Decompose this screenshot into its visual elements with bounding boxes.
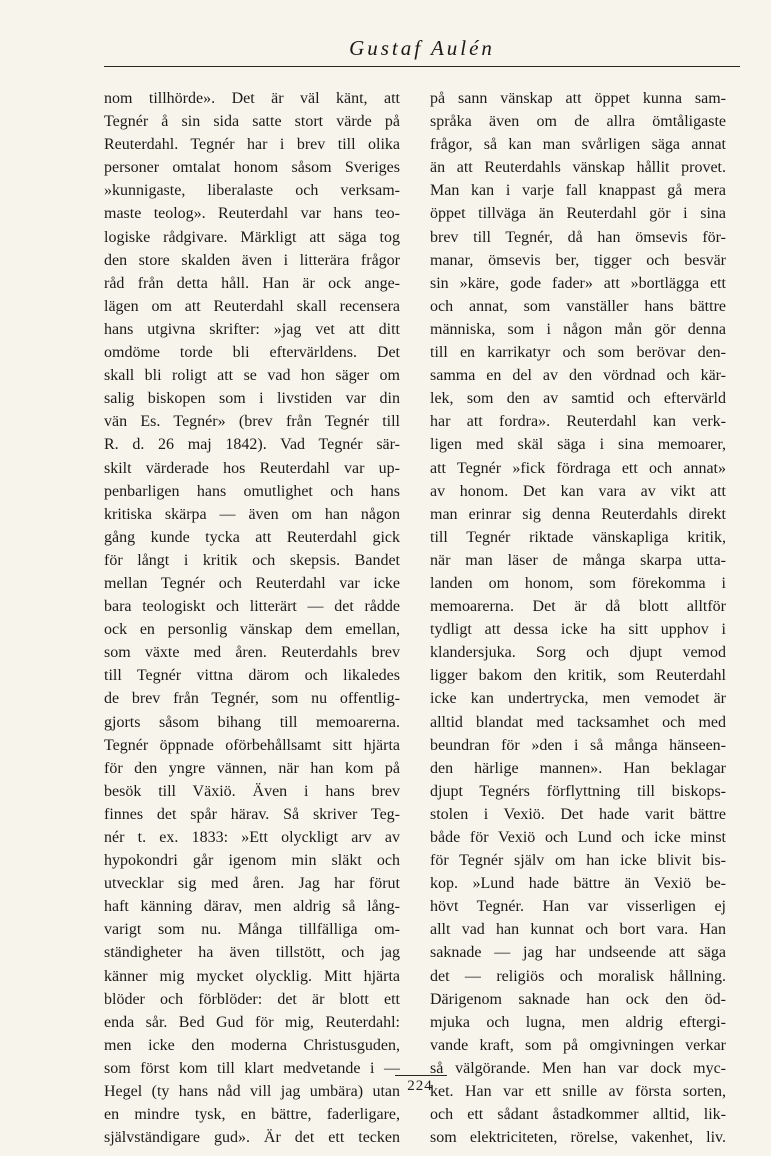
text-line: landen om honom, som förekomma i — [430, 574, 726, 592]
text-line: men icke den moderna Christusguden, — [104, 1036, 400, 1054]
text-line: brev till Tegnér, då han ömsevis för- — [430, 228, 726, 246]
text-line: så välgörande. Men han var dock myc- — [430, 1059, 726, 1077]
text-line: lek, som den av samtid och eftervärld — [430, 390, 726, 408]
text-line: känner mig mycket olycklig. Mitt hjärta — [104, 967, 400, 985]
text-line: Man kan i varje fall knappast gå mera — [430, 182, 726, 200]
text-line: lägen om att Reuterdahl skall recensera — [104, 297, 400, 315]
text-line: som elektriciteten, rörelse, vakenhet, liv. — [430, 1129, 726, 1147]
text-line: gång kunde tycka att Reuterdahl gick — [104, 528, 400, 546]
text-line: manar, ömsevis ber, tigger och besvär — [430, 251, 726, 269]
text-line: för Tegnér själv om han icke blivit bis- — [430, 852, 726, 870]
text-line: alltid blandat med tacksamhet och med — [430, 713, 726, 731]
text-line: icke kan undertrycka, men vemodet är — [430, 690, 726, 708]
text-line: nér t. ex. 1833: »Ett olyckligt arv av — [104, 829, 400, 846]
text-line: den store skalden även i litterära frågor — [104, 251, 400, 269]
text-line: logiske rådgivare. Märkligt att säga tog — [104, 228, 400, 246]
text-line: personer omtalat honom såsom Sveriges — [104, 159, 400, 177]
text-line: hypokondri går igenom min släkt och — [104, 852, 400, 870]
text-line: och ett sådant åstadkommer alltid, lik- — [430, 1106, 726, 1124]
text-line: självständigare gud». Är det ett tecken — [104, 1129, 400, 1147]
footer-rule — [395, 1075, 447, 1076]
page-number: 224 — [407, 1078, 433, 1094]
text-line: både för Vexiö och Lund och icke minst — [430, 829, 726, 846]
text-line: kritiska skärpa — även om han någon — [104, 505, 400, 523]
text-line: när man läser de många skarpa utta- — [430, 551, 726, 569]
text-line: Tegnér å sin sida satte stort värde på — [104, 113, 400, 131]
left-text-column — [104, 87, 400, 1149]
text-line: omdöme torde bli eftervärldens. Det — [104, 344, 400, 362]
text-line: mjuka och lugna, men aldrig eftergi- — [430, 1013, 726, 1031]
text-line: blöder och förblöder: det är blott ett — [104, 990, 400, 1008]
text-line: till en karrikatyr och som berövar den- — [430, 344, 726, 362]
text-line: nom tillhörde». Det är väl känt, att — [104, 90, 400, 107]
text-line: memoarerna. Det är då blott alltför — [430, 598, 726, 616]
text-line: sin »käre, gode fader» att »bortlägga ett — [430, 274, 726, 292]
text-line: språka även om de allra ömtåligaste — [430, 113, 726, 131]
text-line: saknade — jag har undseende att säga — [430, 944, 726, 962]
text-line: till Tegnér riktade vänskapliga kritik, — [430, 528, 726, 546]
text-line: som först kom till klart medvetande i — — [104, 1059, 400, 1077]
text-line: ket. Han var ett snille av första sorten, — [430, 1083, 726, 1101]
text-line: Reuterdahl. Tegnér har i brev till olika — [104, 136, 400, 154]
text-line: gjorts såsom bihang till memoarerna. — [104, 713, 400, 731]
text-line: hans utgivna skrifter: »jag vet att ditt — [104, 320, 400, 338]
text-line: ock en personlig vänskap dem emellan, — [104, 621, 400, 639]
text-line: besök till Växiö. Även i hans brev — [104, 782, 400, 800]
text-line: maste teolog». Reuterdahl var hans teo- — [104, 205, 400, 223]
text-line: »kunnigaste, liberalaste och verksam- — [104, 182, 400, 200]
text-line: varigt som nu. Många tillfälliga om- — [104, 921, 400, 939]
text-line: de brev från Tegnér, som nu offentlig- — [104, 690, 400, 708]
text-line: mellan Tegnér och Reuterdahl var icke — [104, 574, 400, 592]
text-line: av honom. Det kan vara av vikt att — [430, 482, 726, 500]
text-line: på sann vänskap att öppet kunna sam- — [430, 90, 726, 107]
text-line: ligen med skäl säga i sina memoarer, — [430, 436, 726, 454]
text-line: för långt i kritik och skepsis. Bandet — [104, 551, 400, 569]
text-line: samma en del av den vördnad och kär- — [430, 367, 726, 385]
text-line: penbarligen hans omutlighet och hans — [104, 482, 400, 500]
text-line: skall bli roligt att se vad hon säger om — [104, 367, 400, 385]
text-line: öppet tillväga än Reuterdahl gör i sina — [430, 205, 726, 223]
text-line: människa, som i någon mån gör denna — [430, 320, 726, 338]
text-line: beundran för »den i så många hänseen- — [430, 736, 726, 754]
text-line: R. d. 26 maj 1842). Vad Tegnér sär- — [104, 436, 400, 454]
text-line: bara teologiskt och litterärt — det rådde — [104, 598, 400, 616]
text-line: allt vad han kunnat och bort vara. Han — [430, 921, 726, 939]
text-line: ständigheter ha även tillstött, och jag — [104, 944, 400, 962]
text-line: frågor, så kan man svårligen säga annat — [430, 136, 726, 154]
text-line: den härlige mannen». Han beklagar — [430, 759, 726, 777]
text-line: Därigenom saknade han ock den öd- — [430, 990, 726, 1008]
text-line: en mindre tysk, en bättre, faderligare, — [104, 1106, 400, 1124]
text-line: har att fordra». Reuterdahl kan verk- — [430, 413, 726, 431]
text-line: det — religiös och moralisk hållning. — [430, 967, 726, 985]
text-line: salig biskopen som i livstiden var din — [104, 390, 400, 408]
text-line: vän Es. Tegnér» (brev från Tegnér till — [104, 413, 400, 431]
running-head: Gustaf Aulén — [349, 36, 495, 60]
text-line: för den yngre vännen, när han kom på — [104, 759, 400, 777]
text-line: utvecklar sig med åren. Jag har förut — [104, 875, 400, 893]
text-line: vande kraft, som på omgivningen verkar — [430, 1036, 726, 1054]
text-line: tydligt att dessa icke ha sitt upphov i — [430, 621, 726, 639]
text-line: skilt värderade hos Reuterdahl var up- — [104, 459, 400, 477]
text-line: att Tegnér »fick fördraga ett och annat» — [430, 459, 726, 477]
right-text-column — [430, 87, 726, 1149]
text-line: haft känning därav, men aldrig så lång- — [104, 898, 400, 916]
text-line: finnes det spår härav. Så skriver Teg- — [104, 805, 400, 823]
text-line: råd från detta håll. Han är ock ange- — [104, 274, 400, 292]
text-line: hövt Tegnér. Han var visserligen ej — [430, 898, 726, 916]
text-line: till Tegnér vittna därom och likaledes — [104, 667, 400, 685]
text-line: enda sår. Bed Gud för mig, Reuterdahl: — [104, 1013, 400, 1031]
text-line: man erinrar sig denna Reuterdahls direkt — [430, 505, 726, 523]
text-line: djupt Tegnérs förflyttning till biskops- — [430, 782, 726, 800]
text-line: klandersjuka. Sorg och djupt vemod — [430, 644, 726, 662]
header-rule — [104, 66, 740, 67]
text-line: och annat, som vanställer hans bättre — [430, 297, 726, 315]
text-line: stolen i Vexiö. Det hade varit bättre — [430, 805, 726, 823]
text-line: ligger bakom den kritik, som Reuterdahl — [430, 667, 726, 685]
text-line: än att Reuterdahls vänskap hållit provet. — [430, 159, 726, 177]
text-line: som växte med åren. Reuterdahls brev — [104, 644, 400, 662]
text-line: kop. »Lund hade bättre än Vexiö be- — [430, 875, 726, 893]
text-line: Tegnér öppnade oförbehållsamt sitt hjärta — [104, 736, 400, 754]
text-line: Hegel (ty hans nåd vill jag umbära) utan — [104, 1083, 400, 1101]
